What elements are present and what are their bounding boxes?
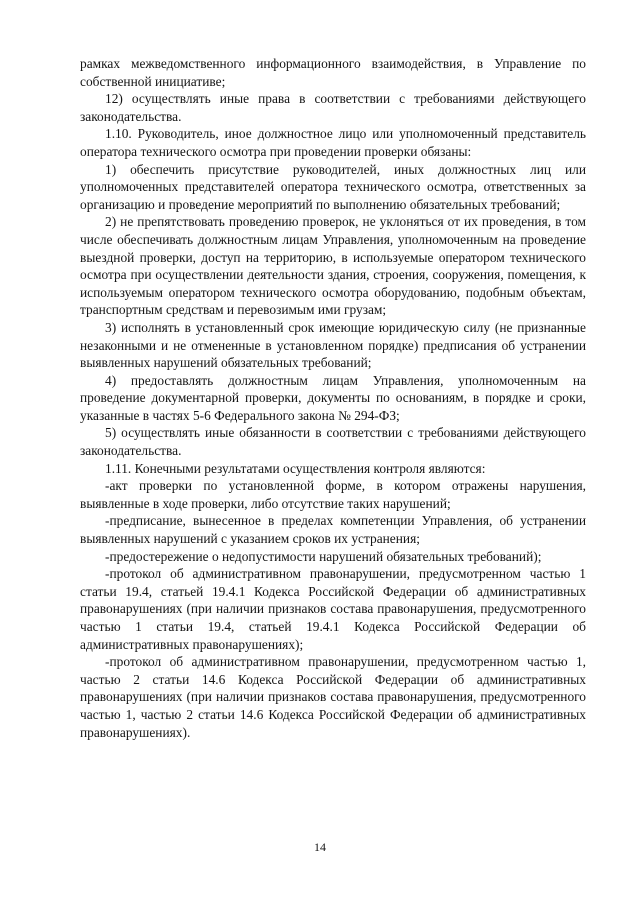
list-item-warning: -предостережение о недопустимости нарушений обязательных требований); bbox=[105, 548, 542, 564]
paragraph-item-4: 4) предоставлять должностным лицам Управления, уполномоченным на проведение документарной проверки, документы по основаниям, в порядке и сроки, указанные в частях 5-6 Федерального закона № 294-ФЗ; bbox=[80, 372, 586, 423]
paragraph-item-5: 5) осуществлять иные обязанности в соответствии с требованиями действующего законодательства. bbox=[80, 425, 586, 459]
paragraph-1-10: 1.10. Руководитель, иное должностное лицо или уполномоченный представитель оператора технического осмотра при проведении проверки обязаны: bbox=[80, 126, 586, 159]
paragraph-item-1: 1) обеспечить присутствие руководителей, иных должностных лиц или уполномоченных представителей оператора технического осмотра, ответственных за организацию и проведение мероприятий по выполнению обязательных требований; bbox=[80, 161, 586, 212]
paragraph-continuation: рамках межведомственного информационного взаимодействия, в Управление по собственной инициативе; bbox=[80, 56, 586, 89]
document-body bbox=[80, 55, 586, 741]
paragraph-1-11: 1.11. Конечными результатами осуществления контроля являются: bbox=[105, 460, 486, 476]
paragraph-item-12: 12) осуществлять иные права в соответствии с требованиями действующего законодательства. bbox=[80, 91, 586, 124]
list-item-order: -предписание, вынесенное в пределах компетенции Управления, об устранении выявленных нарушений с указанием сроков их устранения; bbox=[80, 513, 586, 547]
list-item-protocol-19-4: -протокол об административном правонарушении, предусмотренном частью 1 статьи 19.4, статьей 19.4.1 Кодекса Российской Федерации об административных правонарушениях (при наличии признаков состава правонарушения, предусмотренного частью 1 статьи 19.4, статьей 19.4.1 Кодекса Российской Федерации об административных правонарушениях); bbox=[80, 566, 586, 652]
list-item-protocol-14-6: -протокол об административном правонарушении, предусмотренном частью 1, частью 2 статьи 14.6 Кодекса Российской Федерации об административных правонарушениях (при наличии признаков состава правонарушения, предусмотренного частью 1, частью 2 статьи 14.6 Кодекса Российской Федерации об административных правонарушениях). bbox=[80, 654, 586, 740]
list-item-act: -акт проверки по установленной форме, в котором отражены нарушения, выявленные в ходе проверки, либо отсутствие таких нарушений; bbox=[80, 478, 586, 511]
page-number: 14 bbox=[314, 840, 326, 854]
paragraph-item-3: 3) исполнять в установленный срок имеющие юридическую силу (не признанные незаконными и не отмененные в установленном порядке) предписания об устранении выявленных нарушений обязательных требований; bbox=[80, 319, 586, 371]
paragraph-item-2: 2) не препятствовать проведению проверок, не уклоняться от их проведения, в том числе обеспечивать должностным лицам Управления, уполномоченным на проведение выездной проверки, доступ на территорию, в используемые оператором технического осмотра при осуществлении деятельности здания, строения, сооружения, помещения, к используемым оператором технического осмотра оборудованию, подобным объектам, транспортным средствам и перевозимым ими грузам; bbox=[80, 214, 586, 318]
